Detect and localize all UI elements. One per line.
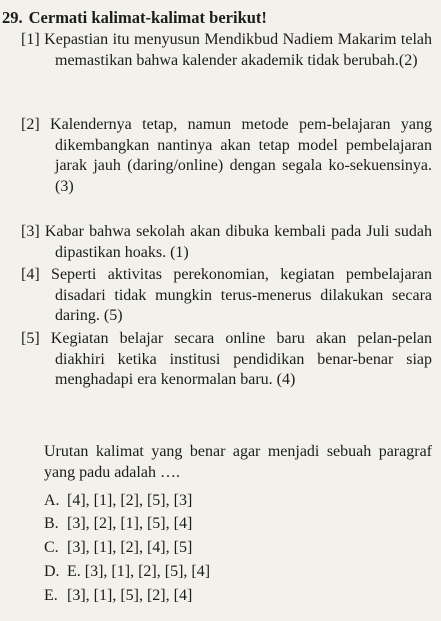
option-text: [3], [2], [1], [5], [4] [67,515,193,532]
option-letter: D. [44,563,60,580]
sentence-tag: [1] [21,31,40,48]
sentence-5 [10,329,432,391]
sentence-text: Kepastian itu menyusun Mendikbud Nadiem Makarim telah memastikan bahwa kalender akademik tidak berubah.(2) [44,31,433,69]
question-header [2,8,267,28]
question-stem: Urutan kalimat yang benar agar menjadi sebuah paragraf yang padu adalah …. [44,443,432,481]
question-number: 29. [2,8,23,27]
sentence-tag: [4] [21,266,40,283]
sentence-3 [10,222,432,263]
sentence-1 [10,30,432,71]
option-e[interactable] [44,585,192,606]
option-text: [3], [1], [2], [4], [5] [67,539,193,556]
sentence-2 [10,115,432,197]
option-c[interactable] [44,537,192,558]
sentence-text: Kabar bahwa sekolah akan dibuka kembali pada Juli sudah dipastikan hoaks. (1) [44,223,432,261]
sentence-4 [10,265,432,327]
option-b[interactable] [44,513,192,534]
option-letter: B. [44,515,59,532]
option-text: E. [3], [1], [2], [5], [4] [67,563,211,580]
option-letter: A. [44,492,60,509]
question-instruction: Cermati kalimat-kalimat berikut! [28,8,267,27]
option-letter: C. [44,539,59,556]
option-letter: E. [44,587,58,604]
option-a[interactable] [44,490,192,511]
sentence-text: Kalendernya tetap, namun metode pem-belajaran yang dikembangkan nantinya akan tetap model pembelajaran jarak jauh (daring/online) dengan segala ko-sekuensinya. (3) [50,116,433,195]
sentence-tag: [3] [21,223,40,240]
sentence-tag: [5] [21,330,40,347]
sentence-text: Kegiatan belajar secara online baru akan pelan-pelan diakhiri ketika institusi pendidikan benar-benar siap menghadapi era kenormalan baru. (4) [50,330,433,389]
sentence-text: Seperti aktivitas perekonomian, kegiatan pembelajaran disadari tidak mungkin terus-menerus dilakukan secara daring. (5) [51,266,433,325]
option-text: [4], [1], [2], [5], [3] [67,492,193,509]
option-d[interactable] [44,561,210,582]
option-text: [3], [1], [5], [2], [4] [67,587,193,604]
sentence-tag: [2] [21,116,40,133]
